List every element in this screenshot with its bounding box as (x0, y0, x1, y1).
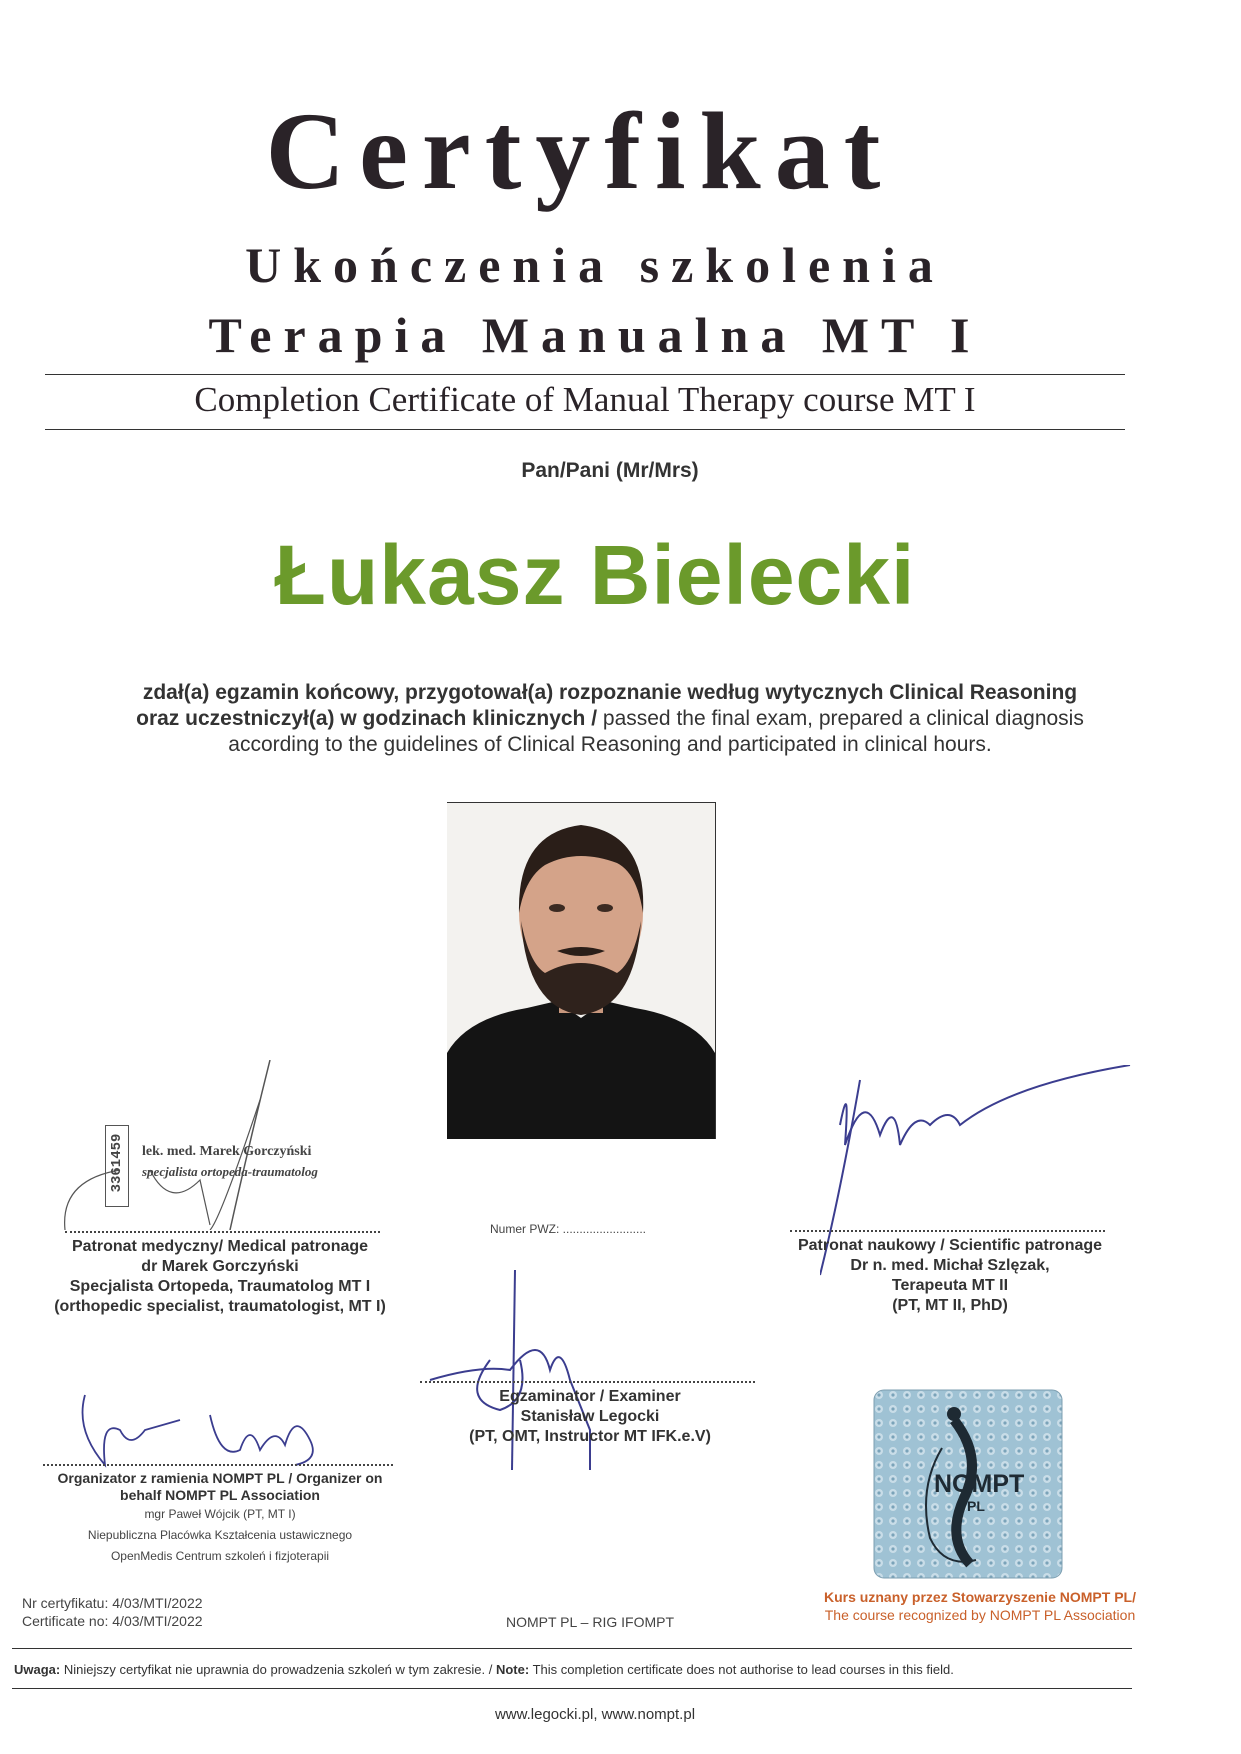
stamp-line2: specjalista ortopeda-traumatolog (142, 1164, 318, 1179)
medical-patronage-stamp (60, 1060, 380, 1230)
organizer-signature (70, 1390, 330, 1470)
medical-patronage-block (30, 1237, 410, 1317)
recognition-line2: The course recognized by NOMPT PL Association (824, 1607, 1136, 1623)
note-text-en: This completion certificate does not authorise to lead courses in this field. (532, 1662, 954, 1677)
note-text-pl: Niniejszy certyfikat nie uprawnia do prowadzenia szkoleń w tym zakresie. / (63, 1662, 493, 1677)
affiliation: NOMPT PL – RIG IFOMPT (505, 1614, 675, 1630)
recipient-name: Łukasz Bielecki (274, 528, 916, 622)
statement-en-line1: passed the final exam, prepared a clinical diagnosis (597, 707, 1084, 730)
salutation: Pan/Pani (Mr/Mrs) (521, 459, 699, 482)
scientific-patronage-name: Dr n. med. Michał Szlęzak, (850, 1257, 1050, 1274)
stamp-number-box (105, 1125, 129, 1207)
statement-pl-line1: zdał(a) egzamin końcowy, przygotował(a) rozpoznanie według wytycznych Clinical Reasoning (142, 681, 1078, 704)
certificate-number-pl: Nr certyfikatu: 4/03/MTI/2022 (22, 1595, 203, 1611)
scientific-patronage-role: Patronat naukowy / Scientific patronage (797, 1237, 1103, 1254)
note-label-pl: Uwaga: (14, 1662, 61, 1677)
organizer-name: mgr Paweł Wójcik (PT, MT I) (144, 1507, 296, 1521)
examiner-block (440, 1387, 740, 1447)
certificate-number-en: Certificate no: 4/03/MTI/2022 (22, 1613, 203, 1629)
recognition-block (790, 1588, 1170, 1624)
note-bottom-divider (12, 1688, 1132, 1689)
medical-patronage-role: Patronat medyczny/ Medical patronage (71, 1238, 369, 1255)
examiner-title: (PT, OMT, Instructor MT IFK.e.V) (469, 1428, 711, 1445)
hologram-subtext: PL (967, 1498, 985, 1514)
websites: www.legocki.pl, www.nompt.pl (494, 1706, 696, 1723)
examiner-signature (420, 1270, 620, 1480)
organizer-role-line2: behalf NOMPT PL Association (120, 1487, 320, 1503)
bottom-divider (45, 429, 1125, 430)
medical-patronage-title-en: (orthopedic specialist, traumatologist, MT I) (54, 1298, 386, 1315)
completion-statement (60, 680, 1160, 758)
certificate-title: Certyfikat (265, 90, 895, 212)
organizer-institution-line1: Niepubliczna Placówka Kształcenia ustawicznego (87, 1528, 353, 1542)
medical-patronage-title: Specjalista Ortopeda, Traumatolog MT I (69, 1278, 371, 1295)
medical-signature-line (65, 1231, 380, 1233)
organizer-signature-line (43, 1464, 393, 1466)
top-divider (45, 374, 1125, 375)
statement-pl-line2: oraz uczestniczył(a) w godzinach klinicznych / (136, 707, 598, 730)
note-label-en: Note: (495, 1662, 530, 1677)
organizer-role-line1: Organizator z ramienia NOMPT PL / Organizer on (57, 1470, 383, 1486)
certificate-subtitle-line2: Terapia Manualna MT I (208, 307, 982, 363)
pwz-number-label: Numer PWZ: ......................... (490, 1222, 647, 1236)
note-line (14, 1662, 1144, 1677)
organizer-block (30, 1470, 410, 1567)
scientific-patronage-title-en: (PT, MT II, PhD) (892, 1297, 1008, 1314)
stamp-number: 3361459 (109, 1133, 125, 1193)
organizer-institution-line2: OpenMedis Centrum szkoleń i fizjoterapii (110, 1549, 330, 1563)
note-top-divider (12, 1648, 1132, 1649)
english-title: Completion Certificate of Manual Therapy course MT I (194, 380, 976, 419)
examiner-name: Stanisław Legocki (520, 1408, 660, 1425)
medical-patronage-name: dr Marek Gorczyński (141, 1258, 299, 1275)
signature-legocki-icon (420, 1270, 620, 1480)
nompt-hologram (872, 1388, 1064, 1580)
recipient-photo (447, 802, 716, 1139)
examiner-role: Egzaminator / Examiner (499, 1388, 681, 1405)
stamp-line1: lek. med. Marek Gorczyński (142, 1144, 312, 1159)
scientific-signature-line (790, 1230, 1105, 1232)
signature-wojcik-icon (70, 1390, 330, 1470)
scientific-patronage-block (765, 1236, 1135, 1316)
certificate-number-block (22, 1594, 203, 1630)
recognition-line1: Kurs uznany przez Stowarzyszenie NOMPT PL/ (824, 1589, 1136, 1605)
statement-en-line2: according to the guidelines of Clinical Reasoning and participated in clinical hours. (228, 733, 992, 756)
hologram-text: NOMPT (934, 1470, 1025, 1498)
examiner-signature-line (420, 1381, 755, 1383)
portrait-image (447, 803, 715, 1139)
certificate-subtitle-line1: Ukończenia szkolenia (245, 237, 945, 293)
scientific-patronage-title: Terapeuta MT II (891, 1277, 1009, 1294)
